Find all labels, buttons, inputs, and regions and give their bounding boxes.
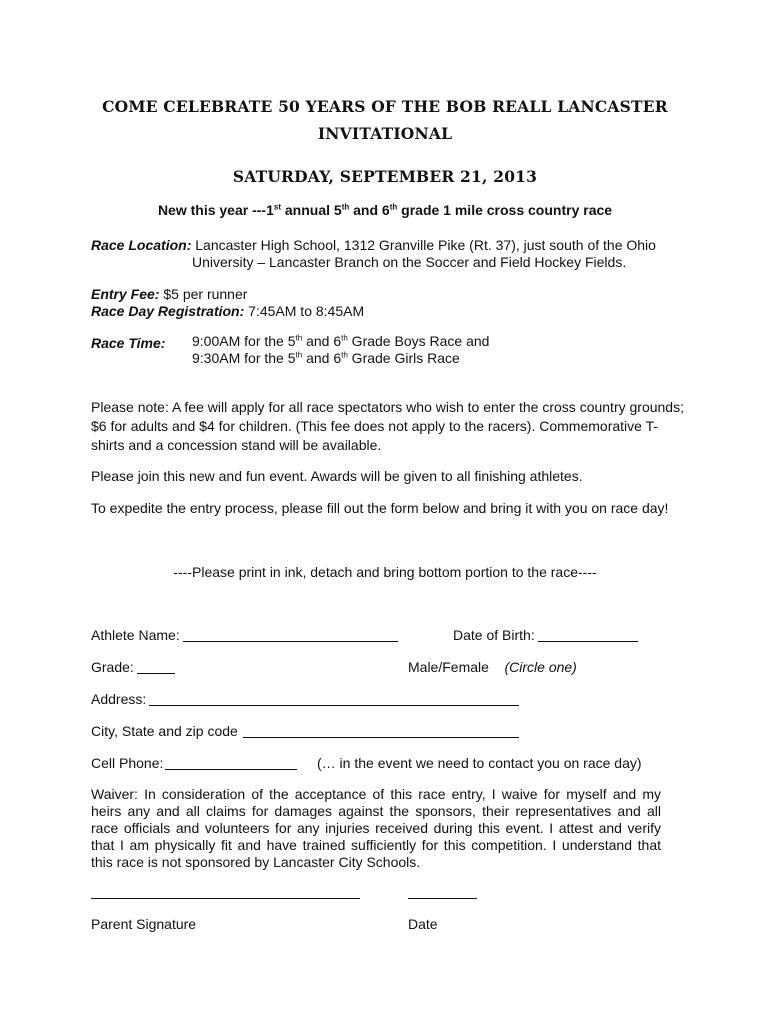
expedite-note: To expedite the entry process, please fill out the form below and bring it with you on race day! [91, 500, 669, 516]
address-field[interactable] [149, 705, 519, 706]
spectator-note-line3: shirts and a concession stand will be available. [91, 437, 382, 453]
signature-date-label: Date [408, 916, 438, 932]
spectator-note-line1: Please note: A fee will apply for all race spectators who wish to enter the cross country grounds; [91, 399, 684, 415]
parent-signature-label: Parent Signature [91, 916, 197, 932]
race-time-girls: 9:30AM for the 5th and 6th Grade Girls Race [192, 350, 460, 366]
race-time-boys: 9:00AM for the 5th and 6th Grade Boys Race and [192, 333, 490, 349]
announcement: New this year ---1st annual 5th and 6th grade 1 mile cross country race [157, 202, 613, 218]
race-location-value: Lancaster High School, 1312 Granville Pike (Rt. 37), just south of the Ohio [191, 237, 656, 253]
grade-field[interactable] [137, 673, 175, 674]
dob-field[interactable] [538, 641, 638, 642]
cell-phone-label: Cell Phone: [91, 755, 164, 771]
circle-one-note: (Circle one) [504, 659, 577, 675]
dob-label: Date of Birth: [453, 627, 535, 643]
cell-phone-note: (… in the event we need to contact you on race day) [317, 755, 642, 771]
spectator-note-line2: $6 for adults and $4 for children. (This fee does not apply to the racers). Commemorative T- [91, 418, 659, 434]
race-time-label: Race Time: [91, 335, 166, 351]
event-date: SATURDAY, SEPTEMBER 21, 2013 [232, 167, 538, 186]
registration: Race Day Registration: 7:45AM to 8:45AM [91, 303, 365, 319]
join-note: Please join this new and fun event. Awards will be given to all finishing athletes. [91, 468, 583, 484]
race-location-line2: University – Lancaster Branch on the Soccer and Field Hockey Fields. [192, 254, 627, 270]
city-label: City, State and zip code [91, 723, 238, 739]
address-label: Address: [91, 691, 147, 707]
page-title-line2: INVITATIONAL [317, 124, 453, 143]
male-female-label: Male/Female [408, 659, 489, 675]
waiver-text: Waiver: In consideration of the acceptance of this race entry, I waive for myself and my heirs any and all claims for damages against the sponsors, their representatives and all race officials and volunteers for any injuries received during this event. I attest and verify that I am physically fit and have trained sufficiently for this competition. I understand that this race is not sponsored by Lancaster City Schools. [91, 786, 661, 870]
race-location-label: Race Location: [91, 237, 192, 253]
detach-instruction: ----Please print in ink, detach and bring bottom portion to the race---- [173, 564, 597, 580]
page-title: COME CELEBRATE 50 YEARS OF THE BOB REALL LANCASTER [102, 97, 668, 116]
race-location [91, 237, 656, 253]
parent-signature-field[interactable] [91, 898, 360, 899]
city-field[interactable] [243, 737, 519, 738]
signature-date-field[interactable] [408, 898, 477, 899]
athlete-name-label: Athlete Name: [91, 627, 180, 643]
athlete-name-field[interactable] [183, 641, 398, 642]
gender-field[interactable] [408, 659, 577, 675]
cell-phone-field[interactable] [165, 769, 297, 770]
grade-label: Grade: [91, 659, 134, 675]
entry-fee: Entry Fee: $5 per runner [91, 286, 248, 302]
